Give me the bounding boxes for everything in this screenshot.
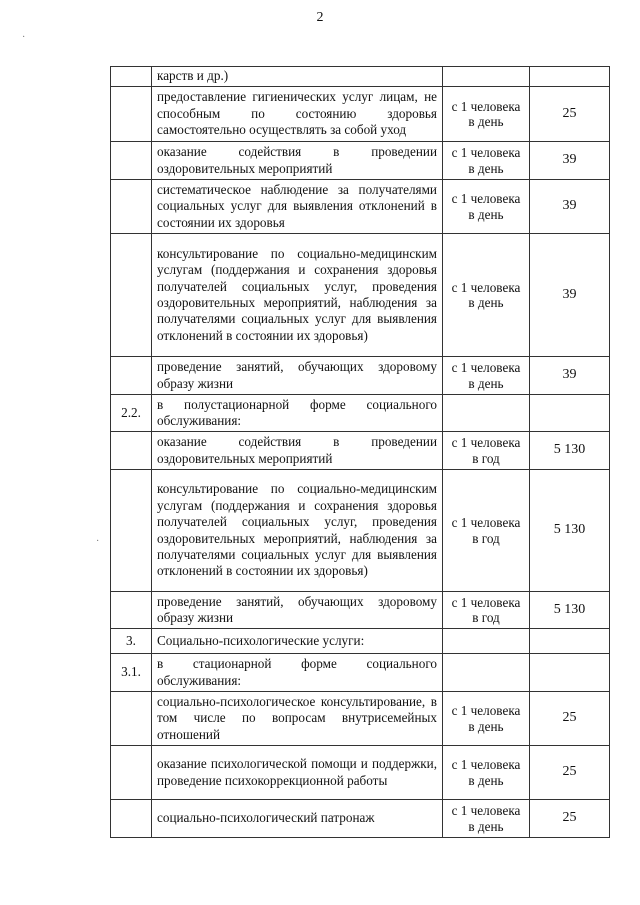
service-name: консультирование по социально-медицинским услугам (поддержания и сохранения здоровья получателей социальных услуг, проведения оздоровительных мероприятий, наблюдения за получателями социальных услуг для выявления отклонений в состоянии их здоровья): [152, 470, 443, 592]
value-cell: 25: [530, 87, 610, 142]
row-number: 2.2.: [111, 395, 152, 432]
page-number: 2: [316, 10, 324, 25]
row-number: [111, 234, 152, 357]
value-cell: [530, 629, 610, 654]
value-cell: [530, 67, 610, 87]
unit-cell: с 1 человека в день: [443, 142, 530, 180]
table-row: [111, 470, 610, 592]
row-number: [111, 692, 152, 746]
row-number: [111, 180, 152, 234]
scan-speck: ·: [22, 32, 26, 43]
value-cell: [530, 654, 610, 692]
unit-cell: с 1 человека в день: [443, 746, 530, 800]
row-number: [111, 470, 152, 592]
unit-cell: с 1 человека в год: [443, 592, 530, 629]
table-row: [111, 592, 610, 629]
table-row: [111, 142, 610, 180]
unit-cell: [443, 654, 530, 692]
table-row: [111, 357, 610, 395]
value-cell: 25: [530, 746, 610, 800]
table-row: [111, 432, 610, 470]
service-name: Социально-психологические услуги:: [152, 629, 443, 654]
scan-speck: ·: [96, 536, 100, 547]
unit-cell: с 1 человека в день: [443, 180, 530, 234]
table-row: [111, 180, 610, 234]
value-cell: 39: [530, 234, 610, 357]
service-name: оказание содействия в проведении оздоровительных мероприятий: [152, 142, 443, 180]
row-number: [111, 592, 152, 629]
row-number: [111, 746, 152, 800]
value-cell: 5 130: [530, 432, 610, 470]
unit-cell: [443, 395, 530, 432]
table-row: [111, 654, 610, 692]
unit-cell: с 1 человека в год: [443, 470, 530, 592]
services-table: [110, 66, 610, 838]
row-number: [111, 432, 152, 470]
table-row: [111, 67, 610, 87]
service-name: систематическое наблюдение за получателями социальных услуг для выявления отклонений в состоянии их здоровья: [152, 180, 443, 234]
row-number: 3.: [111, 629, 152, 654]
row-number: [111, 357, 152, 395]
service-name: карств и др.): [152, 67, 443, 87]
table-row: [111, 692, 610, 746]
table-row: [111, 746, 610, 800]
value-cell: 5 130: [530, 592, 610, 629]
value-cell: 39: [530, 180, 610, 234]
service-name: социально-психологическое консультирование, в том числе по вопросам внутрисемейных отношений: [152, 692, 443, 746]
value-cell: 39: [530, 357, 610, 395]
unit-cell: с 1 человека в день: [443, 357, 530, 395]
unit-cell: [443, 629, 530, 654]
service-name: проведение занятий, обучающих здоровому образу жизни: [152, 357, 443, 395]
table-row: [111, 87, 610, 142]
value-cell: 25: [530, 800, 610, 838]
unit-cell: с 1 человека в год: [443, 432, 530, 470]
value-cell: 5 130: [530, 470, 610, 592]
table-row: [111, 234, 610, 357]
service-name: проведение занятий, обучающих здоровому образу жизни: [152, 592, 443, 629]
unit-cell: с 1 человека в день: [443, 87, 530, 142]
service-name: предоставление гигиенических услуг лицам, не способным по состоянию здоровья самостоятельно осуществлять за собой уход: [152, 87, 443, 142]
unit-cell: с 1 человека в день: [443, 692, 530, 746]
unit-cell: с 1 человека в день: [443, 800, 530, 838]
unit-cell: [443, 67, 530, 87]
service-name: социально-психологический патронаж: [152, 800, 443, 838]
row-number: [111, 142, 152, 180]
value-cell: 25: [530, 692, 610, 746]
row-number: [111, 87, 152, 142]
service-name: в стационарной форме социального обслуживания:: [152, 654, 443, 692]
value-cell: 39: [530, 142, 610, 180]
row-number: 3.1.: [111, 654, 152, 692]
unit-cell: с 1 человека в день: [443, 234, 530, 357]
table-row: [111, 629, 610, 654]
service-name: оказание психологической помощи и поддержки, проведение психокоррекционной работы: [152, 746, 443, 800]
row-number: [111, 800, 152, 838]
row-number: [111, 67, 152, 87]
service-name: оказание содействия в проведении оздоровительных мероприятий: [152, 432, 443, 470]
service-name: в полустационарной форме социального обслуживания:: [152, 395, 443, 432]
table-row: [111, 800, 610, 838]
table-row: [111, 395, 610, 432]
value-cell: [530, 395, 610, 432]
service-name: консультирование по социально-медицинским услугам (поддержания и сохранения здоровья получателей социальных услуг, проведения оздоровительных мероприятий, наблюдения за получателями социальных услуг для выявления отклонений в состоянии их здоровья): [152, 234, 443, 357]
